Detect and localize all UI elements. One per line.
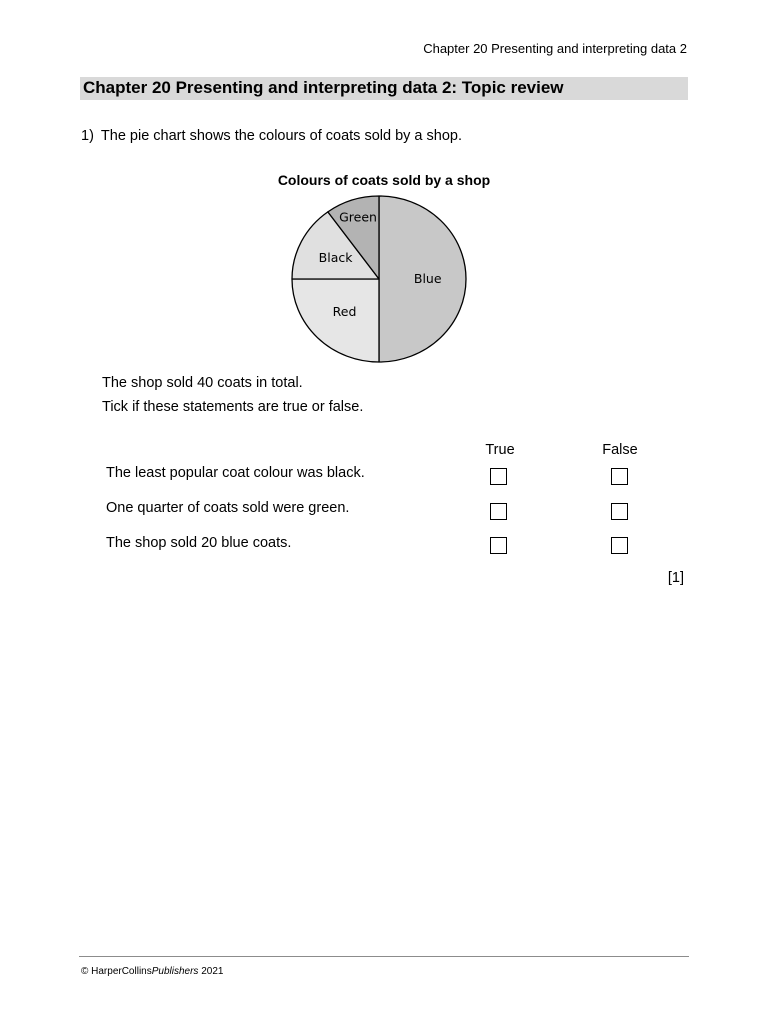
pie-label-red: Red — [332, 303, 357, 319]
statement-row — [106, 500, 466, 530]
statement-3-false-checkbox[interactable] — [611, 537, 628, 554]
footer-copyright — [81, 966, 223, 977]
column-header-true: True — [485, 442, 515, 458]
statement-3-true-checkbox[interactable] — [490, 537, 507, 554]
statement-2-true-checkbox[interactable] — [490, 503, 507, 520]
pie-label-black: Black — [318, 249, 353, 265]
question-1 — [81, 128, 462, 144]
chart-title: Colours of coats sold by a shop — [277, 172, 491, 188]
footer-divider — [79, 956, 689, 957]
section-title: Chapter 20 Presenting and interpreting data 2: Topic review — [83, 78, 564, 97]
running-header: Chapter 20 Presenting and interpreting data 2 — [423, 41, 687, 56]
section-title-bar — [80, 77, 688, 100]
question-number: 1) — [81, 128, 94, 144]
footer-suffix: 2021 — [198, 966, 224, 977]
statement-text: The least popular coat colour was black. — [106, 465, 365, 481]
statement-text: The shop sold 20 blue coats. — [106, 535, 292, 551]
statement-row — [106, 465, 466, 495]
pie-label-green: Green — [339, 209, 377, 225]
question-text: The pie chart shows the colours of coats sold by a shop. — [100, 128, 462, 144]
statement-2-false-checkbox[interactable] — [611, 503, 628, 520]
statement-row — [106, 535, 466, 565]
marks-available: [1] — [667, 570, 684, 586]
statement-1-true-checkbox[interactable] — [490, 468, 507, 485]
intro-instruction: Tick if these statements are true or false. — [102, 399, 364, 415]
pie-label-blue: Blue — [413, 271, 442, 286]
intro-total: The shop sold 40 coats in total. — [102, 375, 303, 391]
pie-chart — [286, 191, 472, 367]
footer-italic: Publishers — [151, 966, 199, 977]
statement-1-false-checkbox[interactable] — [611, 468, 628, 485]
footer-prefix: © HarperCollins — [81, 966, 152, 977]
column-header-false: False — [602, 442, 638, 458]
pie-slice-red — [292, 279, 379, 362]
statement-text: One quarter of coats sold were green. — [106, 500, 350, 516]
